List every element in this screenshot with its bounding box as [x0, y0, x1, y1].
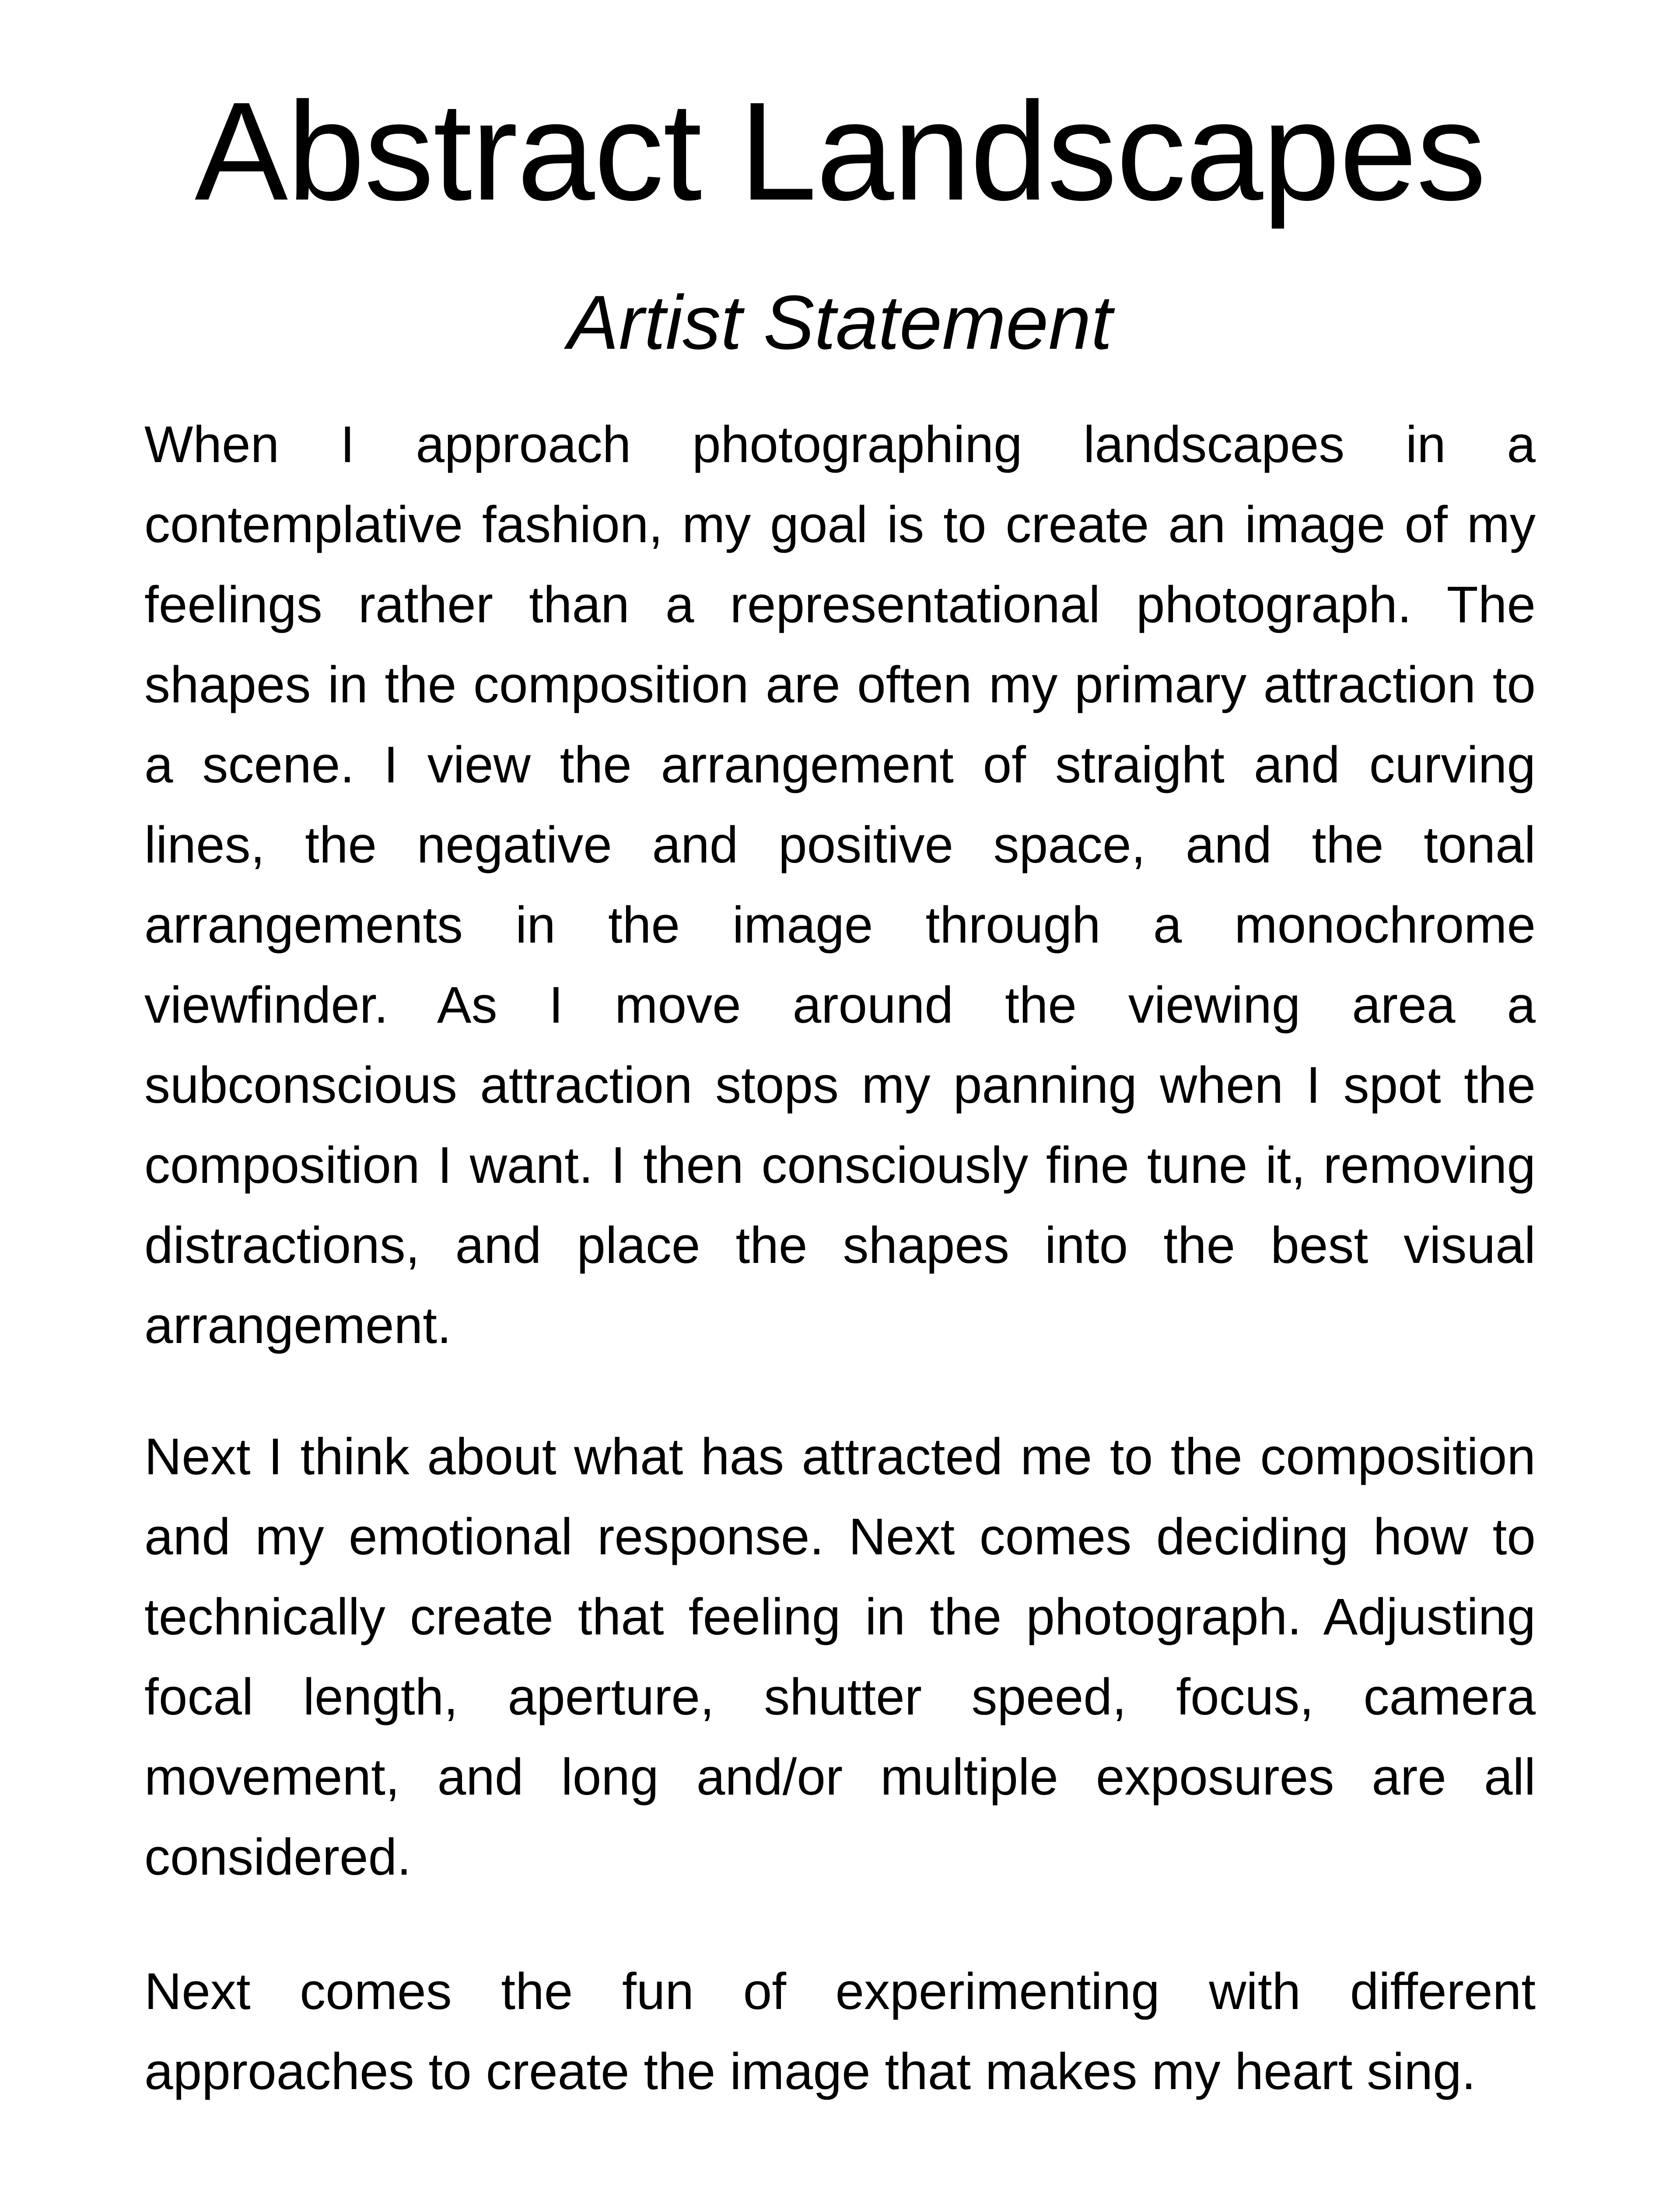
document-subtitle: Artist Statement [567, 280, 1113, 365]
paragraph-approach: When I approach photographing landscapes in a contemplative fashion, my goal is to create an image of my feelings rather than a representational photograph. The shapes in the composition are often my primary attraction to a scene. I view the arrangement of straight and curving lines, the negative and positive space, and the tonal arrangements in the image through a monochrome viewfinder. As I move around the viewing area a subconscious attraction stops my panning when I spot the composition I want. I then consciously fine tune it, removing distractions, and place the shapes into the best visual arrangement. [144, 416, 1536, 1354]
document-title: Abstract Landscapes [194, 73, 1486, 229]
paragraph-emotional-response: Next I think about what has attracted me to the composition and my emotional response. Next comes deciding how to technically create that feeling in the photograph. Adjusting focal length, aperture, shutter speed, focus, camera movement, and long and/or multiple exposures are all considered. [144, 1428, 1536, 1886]
paragraph-experimenting: Next comes the fun of experimenting with different approaches to create the image that makes my heart sing. [144, 1963, 1536, 2100]
